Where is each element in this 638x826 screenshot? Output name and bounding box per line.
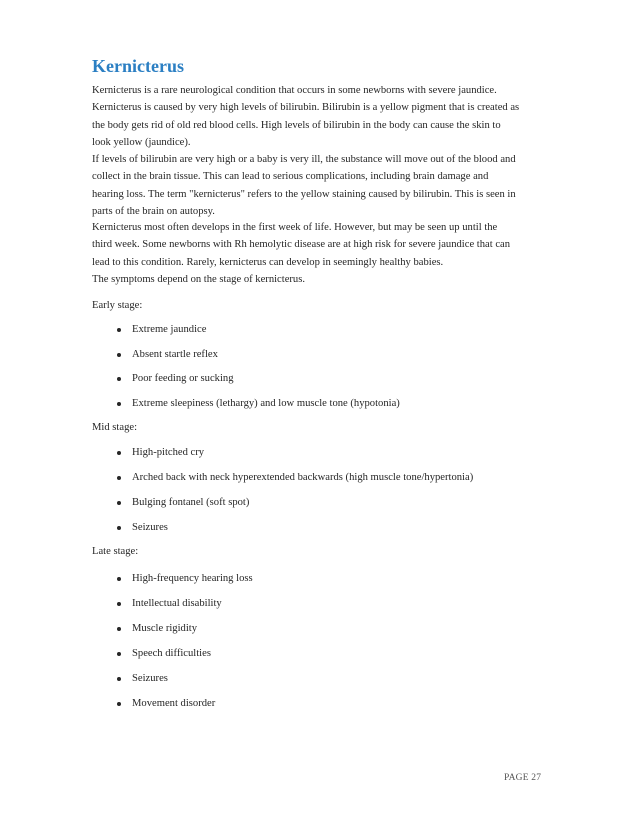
text-line: the body gets rid of old red blood cells. High levels of bilirubin in the body can cause the skin to xyxy=(92,119,501,131)
list-item: Intellectual disability xyxy=(92,595,552,612)
list-item: Extreme sleepiness (lethargy) and low muscle tone (hypotonia) xyxy=(92,395,552,412)
text-line: Kernicterus is caused by very high levels of bilirubin. Bilirubin is a yellow pigment that is created as xyxy=(92,102,520,114)
bullet-icon xyxy=(117,702,121,706)
paragraph-bilirubin xyxy=(92,151,550,220)
bullet-icon xyxy=(117,577,121,581)
text-line: third week. Some newborns with Rh hemolytic disease are at high risk for severe jaundice that can xyxy=(92,239,511,251)
list-item: Extreme jaundice xyxy=(92,321,552,338)
bullet-icon xyxy=(117,476,121,480)
text-line: look yellow (jaundice). xyxy=(92,136,191,148)
bullet-icon xyxy=(117,627,121,631)
list-item: Arched back with neck hyperextended backwards (high muscle tone/hypertonia) xyxy=(92,469,552,486)
bullet-icon xyxy=(117,402,121,406)
text-line: If levels of bilirubin are very high or a baby is very ill, the substance will move out of the blood and xyxy=(92,154,516,165)
list-item: Movement disorder xyxy=(92,695,552,712)
bullet-icon xyxy=(117,353,121,357)
list-item: Muscle rigidity xyxy=(92,620,552,637)
text-line: Kernicterus most often develops in the first week of life. However, but may be seen up until the xyxy=(92,222,498,233)
bullet-icon xyxy=(117,652,121,656)
list-item: High-frequency hearing loss xyxy=(92,570,552,587)
paragraph-onset xyxy=(92,219,550,271)
bullet-icon xyxy=(117,451,121,455)
stage-heading-early: Early stage: xyxy=(92,300,143,311)
list-item: Bulging fontanel (soft spot) xyxy=(92,494,552,511)
text-line: parts of the brain on autopsy. xyxy=(92,205,215,217)
stage-heading-late: Late stage: xyxy=(92,546,139,557)
text-line: Kernicterus is a rare neurological condition that occurs in some newborns with severe jaundice. xyxy=(92,85,497,96)
list-item: Seizures xyxy=(92,670,552,687)
paragraph-intro xyxy=(92,82,550,151)
bullet-icon xyxy=(117,328,121,332)
list-item: Absent startle reflex xyxy=(92,346,552,363)
list-item: Seizures xyxy=(92,519,552,536)
bullet-icon xyxy=(117,526,121,530)
list-item: Poor feeding or sucking xyxy=(92,370,552,387)
text-line: collect in the brain tissue. This can lead to serious complications, including brain damage and xyxy=(92,171,489,183)
text-line: hearing loss. The term "kernicterus" refers to the yellow staining caused by bilirubin. This is seen in xyxy=(92,188,516,200)
text-line: lead to this condition. Rarely, kernicterus can develop in seemingly healthy babies. xyxy=(92,256,444,268)
list-item: Speech difficulties xyxy=(92,645,552,662)
bullet-icon xyxy=(117,677,121,681)
bullet-icon xyxy=(117,377,121,381)
document-title: Kernicterus xyxy=(92,56,184,76)
bullet-icon xyxy=(117,501,121,505)
text-line: The symptoms depend on the stage of kernicterus. xyxy=(92,274,305,285)
page-number: PAGE 27 xyxy=(504,773,542,783)
paragraph-symptoms xyxy=(92,271,550,288)
bullet-icon xyxy=(117,602,121,606)
stage-heading-mid: Mid stage: xyxy=(92,422,138,433)
list-item: High-pitched cry xyxy=(92,444,552,461)
